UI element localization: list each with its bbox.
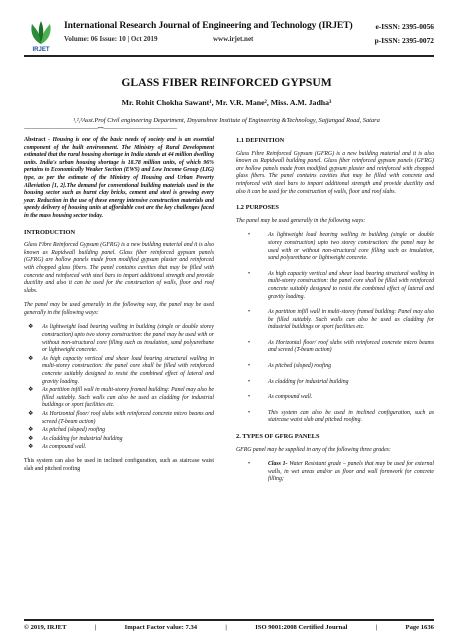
bullet-icon: • <box>248 232 251 239</box>
list-item <box>236 461 434 484</box>
list-item: ❖ As partition infill wall in multi-storey framed building: Panel may also be filled suitably. Such walls can also be used as cladding for industrial buildings or sport facilities etc. <box>28 387 214 409</box>
intro-paragraph-2: The panel may be used generally in the following way, the panel may be used generally in the following ways: <box>24 302 214 316</box>
abstract <box>24 137 214 221</box>
list-item: • As compound wall. <box>248 394 313 401</box>
list-item: • As pitched (sloped) roofing <box>248 363 332 370</box>
diamond-bullet-icon: ❖ <box>28 411 34 417</box>
journal-header <box>24 18 434 52</box>
purposes-list <box>236 232 434 425</box>
right-column <box>236 137 434 492</box>
intro-heading: INTRODUCTION <box>24 228 76 236</box>
types-intro: GFRG panel may be supplied in any of the following three grades: <box>236 446 391 453</box>
list-item: • As partition infill wall in multi-storey framed building: Panel may also be filled suitably. Such walls can also be used as cladding for industrial buildings or sport facilities etc. <box>248 309 434 331</box>
class1-label: Class 1- <box>268 461 288 468</box>
purposes-intro: The panel may be used generally in the following ways: <box>236 217 366 224</box>
section-separator: ---------------------------------------------------------------------***--------------------------------------------------------------------- <box>24 127 177 132</box>
authors: Mr. Rohit Chokha Sawant¹, Mr. V.R. Mane², Miss. A.M. Jadha³ <box>121 98 332 107</box>
list-item: • As high capacity vertical and shear load bearing structural walling in multi-storey construction: the panel core shall be filled with reinforced concrete suitably designed to resist the combined effect of lateral and gravity loading. <box>248 270 434 300</box>
affiliation: ¹,²,³Asst.Prof Civil engineering Department, Dnyanshree Institute of Engineering &Technology, Sajjangad Road, Satara <box>73 117 380 124</box>
purposes-heading: 1.2 PURPOSES <box>236 204 279 212</box>
types-heading: 2. TYPES OF GFRG PANELS <box>236 433 320 441</box>
page-number: Page 1636 <box>405 624 434 631</box>
list-item: • This system can also be used in inclined configuration, such as staircase waist slab and pitched roofing. <box>248 409 434 424</box>
intro-paragraph-1: Glass Fibre Reinforced Gypsum (GFRG) is a new building material and it is also known as Rapidwall building panel. Glass fiber reinforced gypsum panels (GFRG) are hollow panels made from modified gypsum plaster and reinforced with chopped glass fibers. The panel contains cavities that may be filled with concrete and reinforced with steel bars to impart additional strength and provide ductility and also it can be used for the construction of walls, floor and roof slabs. <box>24 242 214 294</box>
class1-text: Water Resistant grade – panels that may be used for external walls, in wet areas and/or as floor and wall formwork for concrete filling; <box>268 461 434 483</box>
types-list <box>236 461 434 484</box>
diamond-bullet-icon: ❖ <box>28 387 34 394</box>
bullet-icon: • <box>248 409 251 416</box>
diamond-bullet-icon: ❖ <box>28 324 34 331</box>
logo-text: IRJET <box>32 47 50 52</box>
eissn: e-ISSN: 2395-0056 <box>375 22 434 31</box>
list-item: ❖ As pitched (sloped) roofing <box>28 427 106 434</box>
diamond-bullet-icon: ❖ <box>28 444 34 451</box>
irjet-logo-icon <box>24 18 58 52</box>
list-item: • As lightweight load bearing walling in building (single or double storey construction) upto two storey construction: the panel may be used with or without non-structural core filling such as insulation, sand polyurethane or lightweight concrete. <box>248 232 434 262</box>
journal-title: International Research Journal of Engineering and Technology (IRJET) <box>64 20 353 31</box>
copyright: © 2019, IRJET <box>24 624 67 631</box>
issn-block <box>375 20 434 48</box>
diamond-bullet-icon: ❖ <box>28 427 34 434</box>
bullet-icon: • <box>248 461 251 468</box>
bullet-icon: • <box>248 270 251 277</box>
volume-issue: Volume: 06 Issue: 10 | Oct 2019 <box>64 35 158 43</box>
list-item: ❖ As lightweight load bearing walling in building (single or double storey construction) upto two storey construction: the panel may be used with or without non-structural core filling such as insulation, sand polyurethane or lightweight concrete. <box>28 324 214 354</box>
bullet-icon: • <box>248 378 251 385</box>
journal-website[interactable]: www.irjet.net <box>212 35 254 43</box>
bullet-icon: • <box>248 309 251 316</box>
list-item: ❖ As compound wall. <box>28 444 87 451</box>
bullet-icon: • <box>248 339 251 346</box>
paper-title: GLASS FIBER REINFORCED GYPSUM <box>121 76 332 89</box>
left-column <box>24 137 214 480</box>
pissn: p-ISSN: 2395-0072 <box>374 36 434 45</box>
bullet-icon: • <box>248 394 251 401</box>
list-item: • As Horizontal floor/ roof slabs with reinforced concrete micro beams and screed (T-beam action) <box>248 339 434 354</box>
iso-certification: ISO 9001:2008 Certified Journal <box>255 624 348 631</box>
uses-list <box>24 324 214 452</box>
list-item: ❖ As cladding for industrial building <box>28 435 123 442</box>
definition-heading: 1.1 DEFINITION <box>236 137 285 144</box>
diamond-bullet-icon: ❖ <box>28 355 34 362</box>
definition-paragraph: Glass Fibre Reinforced Gypsum (GFRG) is a new building material and it is also known as Rapidwall building panel. Glass fiber reinforced gypsum panels (GFRG) are hollow panels made from modified gypsum plaster and reinforced with chopped glass fibers. The panel contains cavities that may be filled with concrete and reinforced with steel bars to impart additional strength and provide ductility and also it can be used for the construction of walls, floor and roof slabs. <box>236 150 434 195</box>
list-item: ❖ As Horizontal floor/ roof slabs with reinforced concrete micro beams and screed (T-beam action) <box>28 411 214 425</box>
list-item: • As cladding for industrial building <box>248 378 349 385</box>
header-rule <box>24 55 434 57</box>
diamond-bullet-icon: ❖ <box>28 435 34 442</box>
abstract-label: Abstract - <box>24 137 53 143</box>
list-item: ❖ As high capacity vertical and shear load bearing structural walling in multi-storey construction: the panel core shall be filled with reinforced concrete suitably designed to resist the combined effect of lateral and gravity loading. <box>28 355 214 385</box>
footer-rule <box>24 619 434 621</box>
abstract-text: Housing is one of the basic needs of society and is an essential component of the built environment. The Ministry of Rural Development estimated that the rural housing shortage in India stands at 44 million dwelling units. India's urban housing shortage is 18.78 million units, of which 96% pertains to Economically Weaker Section (EWS) and Low Income Group (LIG) type, as per the estimate of the Ministry of Housing and Urban Poverty Alleviation [1, 2].The demand for conventional building materials used in the housing sector such as burnt clay bricks, cement and steel is growing every year. Reduction in the use of these energy intensive construction materials and speedy delivery of housing units at affordable cost are the key challenges faced in the mass housing sector today. <box>24 137 214 219</box>
page-footer: © 2019, IRJET | Impact Factor value: 7.34 | ISO 9001:2008 Certified Journal | Page 1636 <box>24 624 434 631</box>
closing-paragraph: This system can also be used in inclined configuration, such as staircase waist slab and pitched roofing <box>24 457 214 472</box>
impact-factor: Impact Factor value: 7.34 <box>124 624 198 631</box>
bullet-icon: • <box>248 363 251 370</box>
journal-meta <box>64 35 253 43</box>
